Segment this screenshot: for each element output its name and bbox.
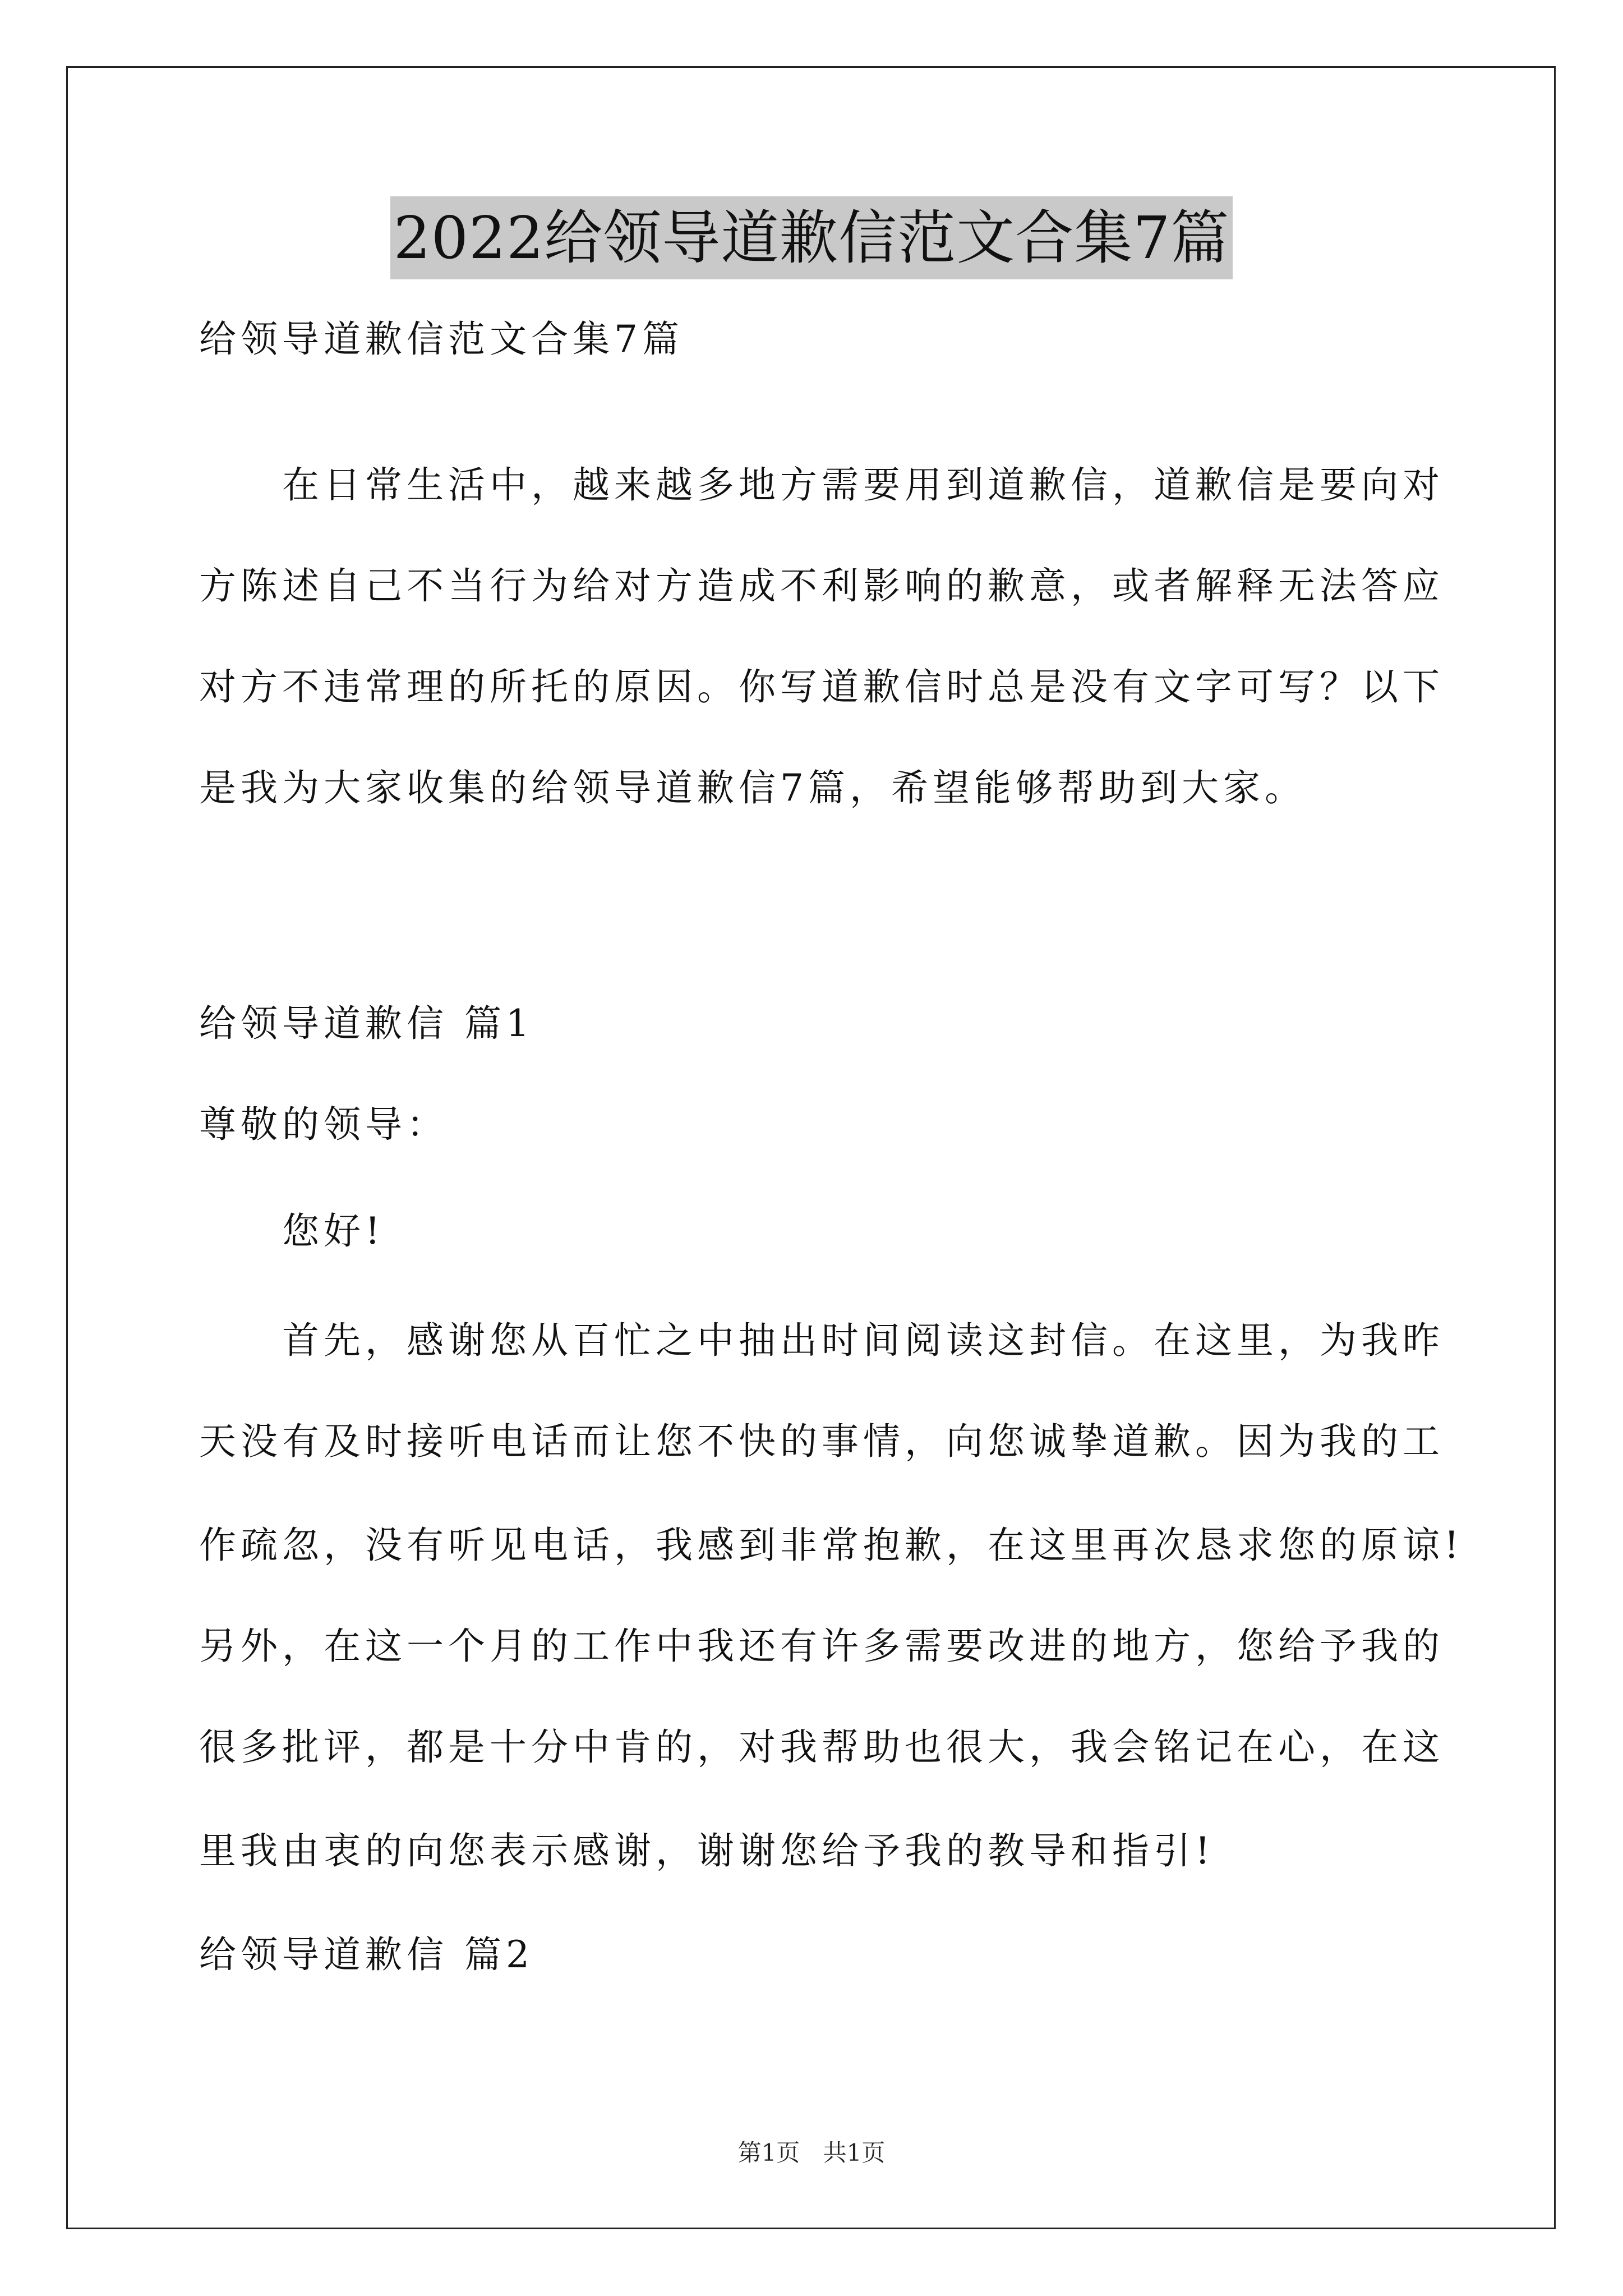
body-line-6: 里我由衷的向您表示感谢，谢谢您给予我的教导和指引! xyxy=(199,1829,1215,1872)
title-container xyxy=(0,196,1623,279)
intro-line-4: 是我为大家收集的给领导道歉信7篇，希望能够帮助到大家。 xyxy=(199,766,1306,809)
body-line-2: 天没有及时接听电话而让您不快的事情，向您诚挚道歉。因为我的工 xyxy=(199,1420,1444,1463)
page-number: 第1页 xyxy=(737,2139,800,2166)
body-line-4: 另外，在这一个月的工作中我还有许多需要改进的地方，您给予我的 xyxy=(199,1625,1444,1668)
body-line-1: 首先，感谢您从百忙之中抽出时间阅读这封信。在这里，为我昨 xyxy=(282,1319,1444,1362)
greeting: 您好! xyxy=(282,1209,385,1253)
total-pages: 共1页 xyxy=(823,2139,886,2166)
document-title: 2022给领导道歉信范文合集7篇 xyxy=(390,196,1233,279)
document-subtitle: 给领导道歉信范文合集7篇 xyxy=(199,318,684,361)
salutation: 尊敬的领导： xyxy=(199,1103,448,1146)
intro-line-1: 在日常生活中，越来越多地方需要用到道歉信，道歉信是要向对 xyxy=(282,463,1444,507)
body-line-5: 很多批评，都是十分中肯的，对我帮助也很大，我会铭记在心，在这 xyxy=(199,1726,1444,1769)
section-2-heading: 给领导道歉信 篇2 xyxy=(199,1933,534,1976)
page-footer xyxy=(0,2136,1623,2170)
intro-line-3: 对方不违常理的所托的原因。你写道歉信时总是没有文字可写？以下 xyxy=(199,665,1444,708)
body-line-3: 作疏忽，没有听见电话，我感到非常抱歉，在这里再次恳求您的原谅! xyxy=(199,1524,1464,1567)
intro-line-2: 方陈述自己不当行为给对方造成不利影响的歉意，或者解释无法答应 xyxy=(199,564,1444,608)
section-1-heading: 给领导道歉信 篇1 xyxy=(199,1002,534,1045)
